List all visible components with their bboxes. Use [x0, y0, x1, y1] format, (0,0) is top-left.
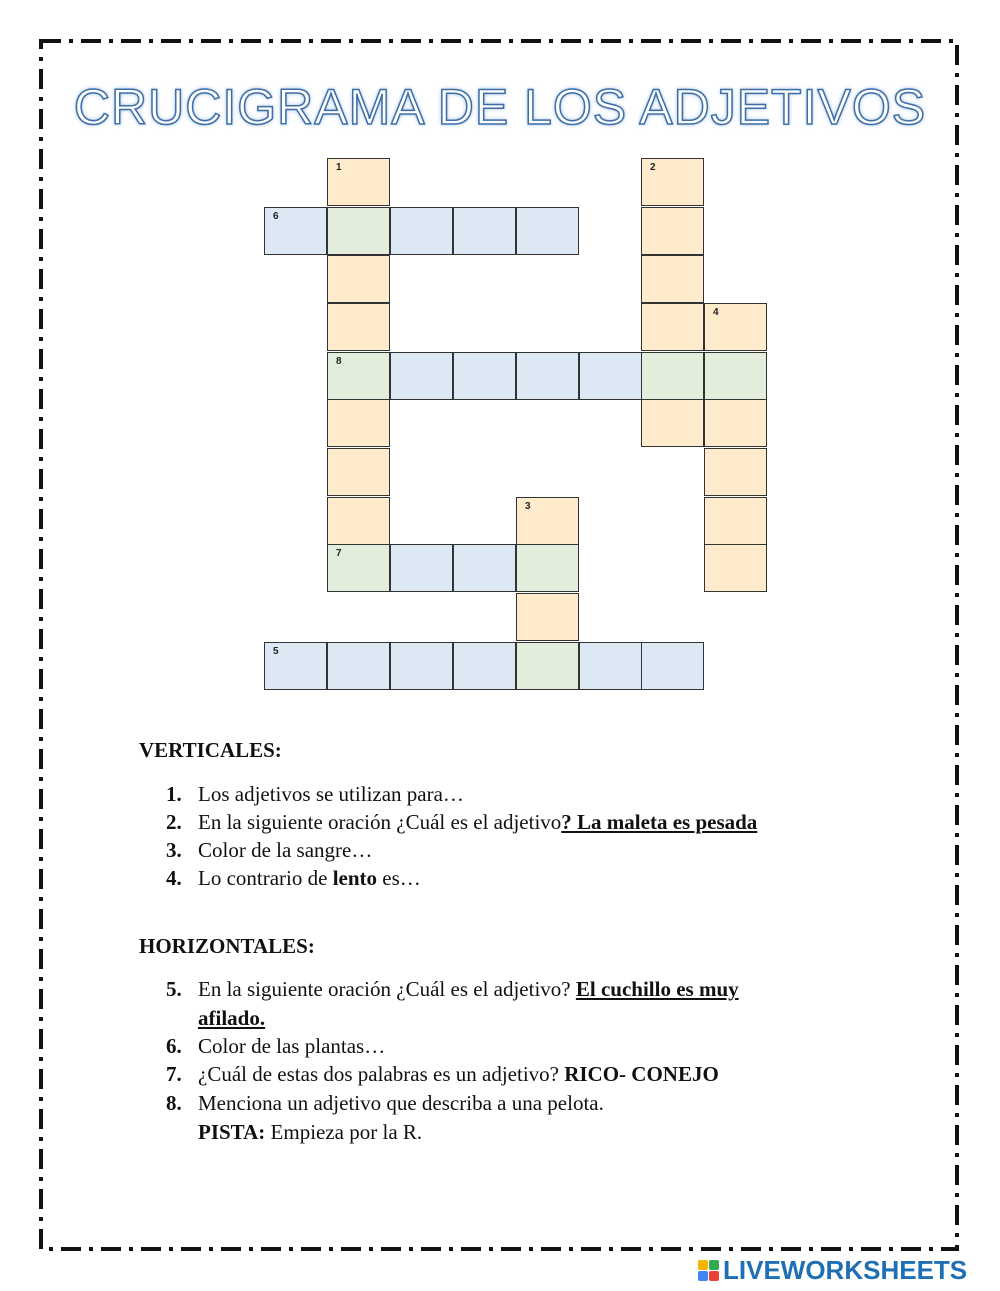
- crossword-cell[interactable]: [327, 352, 390, 400]
- crossword-cell[interactable]: [516, 642, 579, 690]
- logo-text: LIVEWORKSHEETS: [723, 1254, 968, 1285]
- page-title: CRUCIGRAMA DE LOS ADJETIVOS: [73, 79, 927, 135]
- crossword-cell[interactable]: [516, 352, 579, 400]
- crossword-cell[interactable]: [704, 399, 767, 447]
- clue-horizontal-6: [166, 1032, 846, 1061]
- hint-label: PISTA:: [198, 1120, 266, 1144]
- crossword-clue-number: 6: [273, 211, 279, 222]
- crossword-cell[interactable]: [704, 544, 767, 592]
- crossword-cell[interactable]: [453, 352, 516, 400]
- clue-text: Menciona un adjetivo que describa a una pelota.: [198, 1091, 604, 1115]
- crossword-clue-number: 1: [336, 162, 342, 173]
- crossword-clue-number: 5: [273, 646, 279, 657]
- clue-text: Los adjetivos se utilizan para…: [198, 782, 464, 806]
- crossword-cell[interactable]: [641, 399, 704, 447]
- crossword-cell[interactable]: [327, 448, 390, 496]
- crossword-cell[interactable]: [516, 207, 579, 255]
- clue-horizontal-7: [166, 1060, 846, 1089]
- crossword-cell[interactable]: [641, 303, 704, 351]
- crossword-clue-number: 8: [336, 356, 342, 367]
- clue-example-sentence-end: afilado.: [198, 1006, 266, 1030]
- crossword-cell[interactable]: [453, 544, 516, 592]
- logo-block: [698, 1271, 708, 1281]
- crossword-cell[interactable]: [516, 593, 579, 641]
- crossword-cell[interactable]: [453, 642, 516, 690]
- clue-text: ¿Cuál de estas dos palabras es un adjetivo?: [198, 1062, 565, 1086]
- crossword-cell[interactable]: [641, 642, 704, 690]
- crossword-cell[interactable]: [327, 158, 390, 206]
- crossword-cell[interactable]: [390, 642, 453, 690]
- clue-example-sentence: ? La maleta es pesada: [561, 810, 758, 834]
- clue-text: Color de la sangre…: [198, 838, 373, 862]
- clue-number: 3.: [166, 838, 182, 862]
- crossword-clue-number: 7: [336, 548, 342, 559]
- clue-text: En la siguiente oración ¿Cuál es el adjetivo: [198, 810, 562, 834]
- clue-number: 7.: [166, 1062, 182, 1086]
- crossword-cell[interactable]: [264, 207, 327, 255]
- crossword-cell[interactable]: [704, 352, 767, 400]
- clue-text: Color de las plantas…: [198, 1034, 386, 1058]
- logo-icon: [698, 1260, 719, 1281]
- horizontales-heading: HORIZONTALES:: [139, 934, 315, 958]
- crossword-cell[interactable]: [453, 207, 516, 255]
- clue-example-sentence: El cuchillo es muy: [575, 977, 739, 1001]
- crossword-cell[interactable]: [704, 303, 767, 351]
- clue-text-after: es…: [377, 866, 421, 890]
- crossword-cell[interactable]: [327, 255, 390, 303]
- crossword-cell[interactable]: [641, 207, 704, 255]
- clue-vertical-1: [166, 780, 846, 809]
- logo-block: [709, 1271, 719, 1281]
- crossword-cell[interactable]: [327, 303, 390, 351]
- crossword-cell[interactable]: [704, 448, 767, 496]
- clue-horizontal-8: [166, 1089, 846, 1147]
- crossword-cell[interactable]: [390, 352, 453, 400]
- clue-number: 1.: [166, 782, 182, 806]
- logo-block: [698, 1260, 708, 1270]
- crossword-cell[interactable]: [641, 255, 704, 303]
- clue-text: Lo contrario de: [198, 866, 333, 890]
- crossword-clue-number: 3: [525, 501, 531, 512]
- hint-text: Empieza por la R.: [265, 1120, 423, 1144]
- clue-vertical-2: [166, 808, 846, 837]
- clue-vertical-4: [166, 864, 846, 893]
- clue-number: 6.: [166, 1034, 182, 1058]
- clue-vertical-3: [166, 836, 846, 865]
- verticales-heading: VERTICALES:: [139, 738, 282, 762]
- crossword-cell[interactable]: [327, 207, 390, 255]
- crossword-cell[interactable]: [516, 497, 579, 545]
- crossword-cell[interactable]: [579, 642, 642, 690]
- crossword-cell[interactable]: [579, 352, 642, 400]
- crossword-cell[interactable]: [327, 642, 390, 690]
- logo-block: [709, 1260, 719, 1270]
- crossword-clue-number: 4: [713, 307, 719, 318]
- clue-options: RICO- CONEJO: [564, 1062, 719, 1086]
- crossword-cell[interactable]: [516, 544, 579, 592]
- clue-text: En la siguiente oración ¿Cuál es el adjetivo?: [198, 977, 576, 1001]
- crossword-cell[interactable]: [327, 497, 390, 545]
- clue-bold-word: lento: [332, 866, 378, 890]
- crossword-cell[interactable]: [327, 544, 390, 592]
- crossword-cell[interactable]: [704, 497, 767, 545]
- clue-number: 4.: [166, 866, 182, 890]
- crossword-cell[interactable]: [327, 399, 390, 447]
- clue-number: 5.: [166, 977, 182, 1001]
- crossword-clue-number: 2: [650, 162, 656, 173]
- clue-horizontal-5: [166, 975, 846, 1033]
- crossword-cell[interactable]: [641, 158, 704, 206]
- crossword-cell[interactable]: [390, 544, 453, 592]
- crossword-cell[interactable]: [641, 352, 704, 400]
- crossword-cell[interactable]: [264, 642, 327, 690]
- liveworksheets-logo: [698, 1255, 967, 1285]
- clue-number: 2.: [166, 810, 182, 834]
- crossword-cell[interactable]: [390, 207, 453, 255]
- clue-number: 8.: [166, 1091, 182, 1115]
